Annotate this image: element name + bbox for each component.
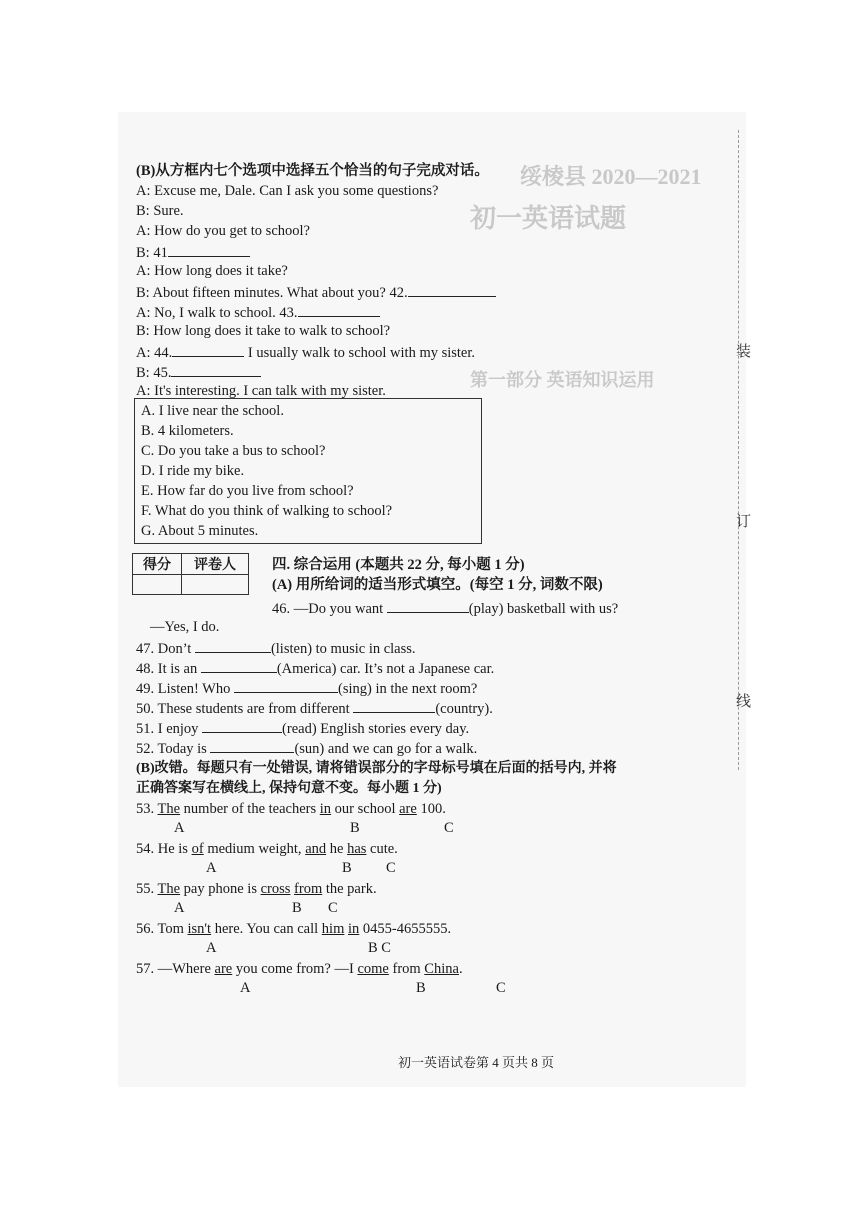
option-d: D. I ride my bike. <box>141 463 245 479</box>
question-53: 53. The number of the teachers in our school are 100. <box>136 801 446 817</box>
option-b: B. 4 kilometers. <box>141 423 234 439</box>
marker-a: A <box>240 980 251 996</box>
dialogue-line-42: B: About fifteen minutes. What about you? 42. <box>136 282 496 302</box>
marker-bc: B C <box>368 940 391 956</box>
dialogue-line-43: A: No, I walk to school. 43. <box>136 302 380 322</box>
question-57: 57. —Where are you come from? —I come from China. <box>136 961 463 977</box>
question-51: 51. I enjoy (read) English stories every day. <box>136 718 469 738</box>
option-g: G. About 5 minutes. <box>141 523 259 539</box>
score-label: 得分 <box>133 554 182 575</box>
answer-blank-42[interactable] <box>408 282 496 297</box>
answer-blank-48[interactable] <box>201 658 277 673</box>
grader-cell[interactable] <box>182 575 249 595</box>
dialogue-line-45: B: 45. <box>136 362 261 382</box>
marker-a: A <box>206 860 217 876</box>
question-52: 52. Today is (sun) and we can go for a walk. <box>136 738 477 758</box>
ghost-subtitle: 初一英语试题 <box>470 204 627 233</box>
part4-sub-a: (A) 用所给词的适当形式填空。(每空 1 分, 词数不限) <box>272 577 603 593</box>
answer-blank-52[interactable] <box>210 738 294 753</box>
ghost-title: 绥棱县 2020—2021 <box>520 164 702 189</box>
ghost-section: 第一部分 英语知识运用 <box>470 370 655 390</box>
answer-blank-43[interactable] <box>298 302 380 317</box>
option-a: A. I live near the school. <box>141 403 284 419</box>
question-46: 46. —Do you want (play) basketball with us? <box>272 598 618 618</box>
score-cell[interactable] <box>133 575 182 595</box>
dialogue-line: B: How long does it take to walk to school? <box>136 323 391 339</box>
question-46-reply: —Yes, I do. <box>150 619 220 635</box>
score-table <box>132 553 249 595</box>
part4-sub-b-line1: (B)改错。每题只有一处错误, 请将错误部分的字母标号填在后面的括号内, 并将 <box>136 761 617 776</box>
answer-blank-41[interactable] <box>168 242 250 257</box>
marker-a: A <box>206 940 217 956</box>
answer-blank-44[interactable] <box>172 342 244 357</box>
answer-blank-47[interactable] <box>195 638 271 653</box>
question-47: 47. Don’t (listen) to music in class. <box>136 638 416 658</box>
dialogue-line: B: Sure. <box>136 203 184 219</box>
option-c: C. Do you take a bus to school? <box>141 443 326 459</box>
option-e: E. How far do you live from school? <box>141 483 354 499</box>
question-55: 55. The pay phone is cross from the park. <box>136 881 377 897</box>
options-box <box>134 398 482 544</box>
dialogue-line-44: A: 44. I usually walk to school with my sister. <box>136 342 475 362</box>
grader-label: 评卷人 <box>182 554 249 575</box>
question-54: 54. He is of medium weight, and he has cute. <box>136 841 398 857</box>
part4-heading: 四. 综合运用 (本题共 22 分, 每小题 1 分) <box>272 557 525 573</box>
dialogue-line-41: B: 41 <box>136 242 250 262</box>
marker-b: B <box>342 860 352 876</box>
question-48: 48. It is an (America) car. It’s not a Japanese car. <box>136 658 494 678</box>
section-b-heading: (B)从方框内七个选项中选择五个恰当的句子完成对话。 <box>136 163 489 179</box>
dialogue-line: A: How do you get to school? <box>136 223 310 239</box>
marker-a: A <box>174 900 185 916</box>
dialogue-line: A: Excuse me, Dale. Can I ask you some questions? <box>136 183 439 199</box>
part4-sub-b-line2: 正确答案写在横线上, 保持句意不变。每小题 1 分) <box>136 781 442 796</box>
binding-mark-3: 线 <box>736 694 752 710</box>
marker-a: A <box>174 820 185 836</box>
answer-blank-51[interactable] <box>202 718 282 733</box>
answer-blank-45[interactable] <box>171 362 261 377</box>
answer-blank-50[interactable] <box>353 698 435 713</box>
question-56: 56. Tom isn't here. You can call him in 0455-4655555. <box>136 921 452 937</box>
question-49: 49. Listen! Who (sing) in the next room? <box>136 678 477 698</box>
binding-mark-1: 装 <box>736 344 752 360</box>
dialogue-line: A: How long does it take? <box>136 263 288 279</box>
marker-b: B <box>292 900 302 916</box>
marker-c: C <box>328 900 338 916</box>
binding-mark-2: 订 <box>736 514 752 530</box>
answer-blank-49[interactable] <box>234 678 338 693</box>
dialogue-line: A: It's interesting. I can talk with my sister. <box>136 383 386 399</box>
page-footer: 初一英语试卷第 4 页共 8 页 <box>398 1055 555 1070</box>
marker-c: C <box>386 860 396 876</box>
option-f: F. What do you think of walking to school? <box>141 503 393 519</box>
binding-line <box>738 130 740 770</box>
marker-c: C <box>496 980 506 996</box>
marker-c: C <box>444 820 454 836</box>
marker-b: B <box>416 980 426 996</box>
answer-blank-46[interactable] <box>387 598 469 613</box>
marker-b: B <box>350 820 360 836</box>
question-50: 50. These students are from different (country). <box>136 698 493 718</box>
